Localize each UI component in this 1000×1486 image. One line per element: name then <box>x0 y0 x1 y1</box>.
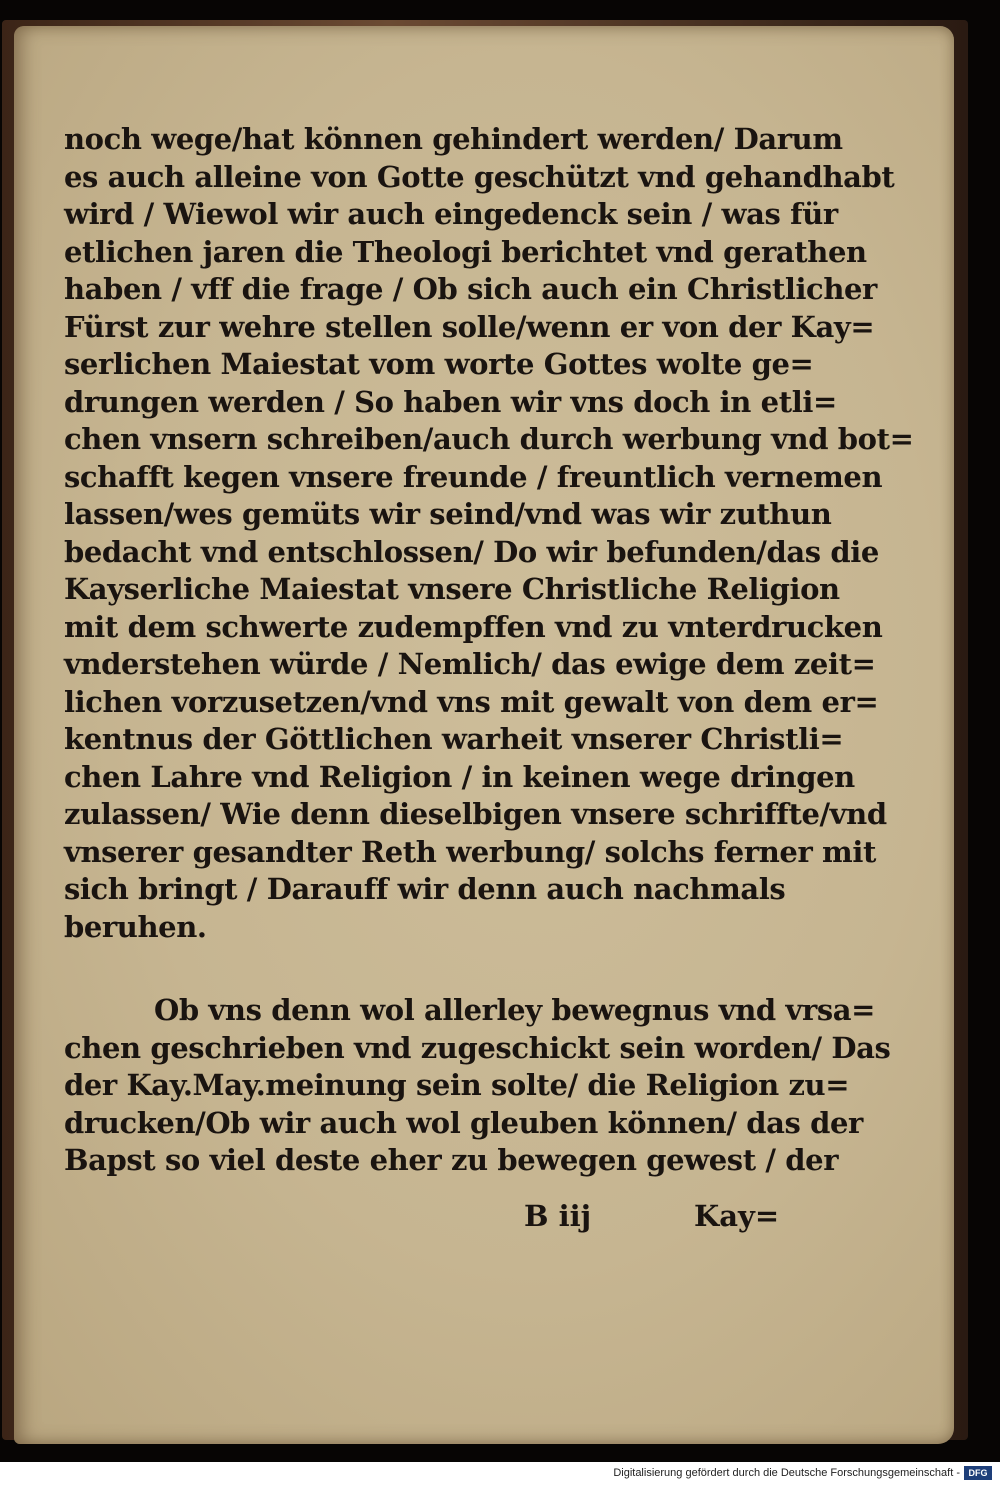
text-line: der Kay.May.meinung sein solte/ die Religion zu= <box>64 1068 850 1102</box>
catchword: Kay= <box>694 1199 780 1233</box>
text-line: wird / Wiewol wir auch eingedenck sein / was für <box>64 197 838 231</box>
text-line: beruhen. <box>64 909 207 944</box>
text-line: bedacht vnd entschlossen/ Do wir befunden/das die <box>64 534 879 569</box>
paragraph-1 <box>64 121 914 946</box>
text-line: haben / vff die frage / Ob sich auch ein Christlicher <box>64 272 877 306</box>
text-line: chen Lahre vnd Religion / in keinen wege dringen <box>64 759 855 794</box>
text-line: Fürst zur wehre stellen solle/wenn er von der Kay= <box>64 309 875 344</box>
text-line: chen geschrieben vnd zugeschickt sein worden/ Das <box>64 1030 891 1065</box>
text-line: Ob vns denn wol allerley bewegnus vnd vrsa= <box>154 993 876 1027</box>
text-line: Bapst so viel deste eher zu bewegen gewest / der <box>64 1143 839 1177</box>
paragraph-2 <box>64 992 891 1180</box>
dfg-logo-icon: DFG <box>964 1466 992 1480</box>
text-line: kentnus der Göttlichen warheit vnserer Christli= <box>64 722 844 756</box>
page-footer-line <box>64 1196 784 1236</box>
text-line: Kayserliche Maiestat vnsere Christliche Religion <box>64 572 840 606</box>
text-line: lassen/wes gemüts wir seind/vnd was wir zuthun <box>64 497 832 531</box>
viewer-footer <box>0 1462 1000 1486</box>
text-line: lichen vorzusetzen/vnd vns mit gewalt von dem er= <box>64 684 879 719</box>
text-line: mit dem schwerte zudempffen vnd zu vnterdrucken <box>64 609 883 644</box>
text-line: drucken/Ob wir auch wol gleuben können/ das der <box>64 1105 863 1140</box>
text-line: es auch alleine von Gotte geschützt vnd gehandhabt <box>64 159 895 194</box>
text-line: drungen werden / So haben wir vns doch in etli= <box>64 384 837 419</box>
text-line: zulassen/ Wie denn dieselbigen vnsere schriffte/vnd <box>64 797 887 831</box>
text-line: chen vnsern schreiben/auch durch werbung vnd bot= <box>64 422 914 456</box>
text-line: serlichen Maiestat vom worte Gottes wolte ge= <box>64 347 814 381</box>
signature-mark: B iij <box>524 1199 592 1233</box>
page-text <box>64 121 914 1180</box>
text-line: vnderstehen würde / Nemlich/ das ewige dem zeit= <box>64 647 876 681</box>
text-line: noch wege/hat können gehindert werden/ Darum <box>64 122 843 156</box>
text-line: etlichen jaren die Theologi berichtet vnd gerathen <box>64 234 867 269</box>
book-page <box>14 26 954 1444</box>
text-line: vnserer gesandter Reth werbung/ solchs ferner mit <box>64 834 876 869</box>
funding-credit: Digitalisierung gefördert durch die Deutsche Forschungsgemeinschaft - <box>613 1467 960 1479</box>
text-line: schafft kegen vnsere freunde / freuntlich vernemen <box>64 459 883 494</box>
text-line: sich bringt / Darauff wir denn auch nachmals <box>64 872 786 906</box>
